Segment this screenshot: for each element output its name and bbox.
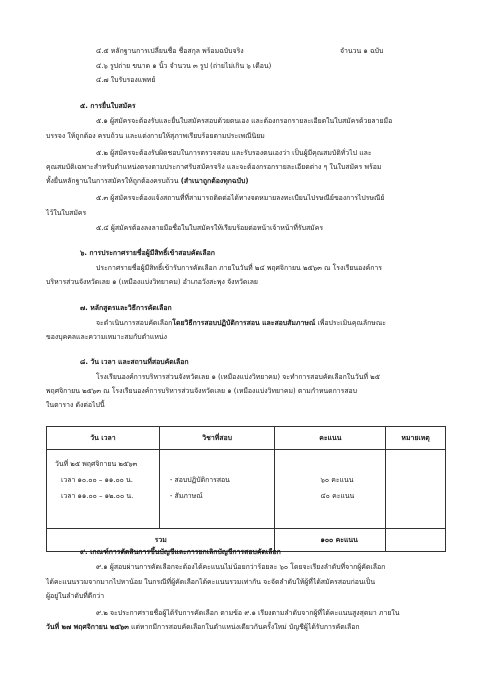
s7-method: โดยวิธีการสอบปฏิบัติการสอน และสอบสัมภาษณ์ bbox=[172, 319, 316, 327]
s5-p1-line2: บรรจง ให้ถูกต้อง ครบถ้วน และแต่งกายให้สุภาพเรียบร้อยตามประเพณีนิยม bbox=[46, 132, 265, 140]
header-note: หมายเหตุ bbox=[386, 427, 446, 450]
time-slot-1: เวลา ๑๐.๐๐ – ๑๑.๐๐ น. bbox=[61, 476, 133, 484]
s9-p2-line2-rest: แต่หากมีการสอบคัดเลือกในตำแหน่งเดียวกันครั้งใหม่ บัญชีผู้ได้รับการคัดเลือก bbox=[128, 623, 360, 631]
s9-p2-line2 bbox=[46, 622, 360, 632]
s9-p1-line3: ผู้อยู่ในลำดับที่ดีกว่า bbox=[46, 592, 105, 600]
s5-p3-line2: ไว้ในใบสมัคร bbox=[46, 209, 87, 217]
s5-p4: ๕.๔ ผู้สมัครต้องลงลายมือชื่อในใบสมัครให้เรียบร้อยต่อหน้าเจ้าหน้าที่รับสมัคร bbox=[96, 224, 324, 232]
s5-p1-line1: ๕.๑ ผู้สมัครจะต้องรับและยื่นใบสมัครสอบด้วยตนเอง และต้องกรอกรายละเอียดในใบสมัครด้วยลายมือ bbox=[96, 117, 393, 125]
subject-cell bbox=[159, 450, 275, 529]
section-9-heading: ๙. เกณฑ์การตัดสินการขึ้นบัญชีและการยกเลิกบัญชีการสอบคัดเลือก bbox=[80, 548, 281, 556]
item-4-5: ๔.๕ หลักฐานการเปลี่ยนชื่อ ชื่อสกุล พร้อมฉบับจริง bbox=[96, 47, 244, 55]
s9-p1-line2: ได้คะแนนรวมจากมากไปหาน้อย ในกรณีที่ผู้คัดเลือกได้คะแนนรวมเท่ากัน จะจัดลำดับให้ผู้ที่ได้สมัครสอบก่อนเป็น bbox=[46, 578, 376, 586]
exam-date: วันที่ ๒๕ พฤศจิกายน ๒๕๖๓ bbox=[55, 460, 138, 468]
score-teaching: ๖๐ คะแนน bbox=[320, 476, 354, 484]
time-slot-2: เวลา ๑๑.๐๐ – ๑๒.๐๐ น. bbox=[61, 492, 134, 500]
s7-line2: ของบุคคลและความเหมาะสมกับตำแหน่ง bbox=[46, 333, 167, 341]
header-score: คะแนน bbox=[275, 427, 386, 450]
s5-p2-line1: ๕.๒ ผู้สมัครจะต้องรับผิดชอบในการตรวจสอบ และรับรองตนเองว่า เป็นผู้มีคุณสมบัติทั่วไป และ bbox=[96, 149, 372, 157]
section-8-heading: ๘. วัน เวลา และสถานที่สอบคัดเลือก bbox=[80, 358, 189, 366]
s7-line1 bbox=[96, 318, 386, 328]
s7-line1-a: จะดำเนินการสอบคัดเลือก bbox=[96, 319, 173, 327]
s8-line3: ในตาราง ดังต่อไปนี้ bbox=[46, 401, 105, 409]
date-time-cell bbox=[47, 450, 160, 529]
section-5-heading: ๕. การยื่นใบสมัคร bbox=[80, 102, 136, 110]
subject-interview: - สัมภาษณ์ bbox=[169, 492, 203, 500]
s9-p2-line1: ๙.๒ จะประกาศรายชื่อผู้ได้รับการคัดเลือก ตามข้อ ๙.๑ เรียงตามลำดับจากผู้ที่ได้คะแนนสูงสุดมา ภายใน bbox=[96, 609, 400, 617]
announce-date: วันที่ ๒๗ พฤศจิกายน ๒๕๖๓ bbox=[46, 623, 129, 631]
note-cell bbox=[386, 450, 446, 529]
score-interview: ๔๐ คะแนน bbox=[320, 492, 355, 500]
header-date-time: วัน เวลา bbox=[47, 427, 160, 450]
s5-p2-line3-text: ทั้งยื่นหลักฐานในการสมัครให้ถูกต้องครบถ้วน bbox=[46, 177, 181, 185]
total-score: ๑๐๐ คะแนน bbox=[275, 529, 386, 552]
s5-p3-line1: ๕.๓ ผู้สมัครจะต้องแจ้งสถานที่ที่สามารถติดต่อได้ทางจดหมายลงทะเบียนไปรษณีย์ของการไปรษณีย์ bbox=[96, 194, 385, 202]
section-7-heading: ๗. หลักสูตรและวิธีการคัดเลือก bbox=[80, 304, 172, 312]
s5-p2-line3 bbox=[46, 176, 249, 186]
item-4-5-qty: จำนวน ๑ ฉบับ bbox=[340, 47, 384, 55]
total-note bbox=[386, 529, 446, 552]
total-label: รวม bbox=[47, 529, 275, 552]
exam-schedule-table bbox=[46, 426, 446, 552]
s7-line1-c: เพื่อประเมินคุณลักษณะ bbox=[315, 319, 386, 327]
s6-line1: ประกาศรายชื่อผู้มีสิทธิ์เข้ารับการคัดเลือก ภายในวันที่ ๒๔ พฤศจิกายน ๒๕๖๓ ณ โรงเรียนองค์การ bbox=[96, 264, 382, 272]
s5-p2-emphasis: (สำเนาถูกต้องทุกฉบับ) bbox=[180, 177, 249, 185]
table-header-row bbox=[47, 427, 446, 450]
table-row bbox=[47, 450, 446, 529]
s8-line2: พฤศจิกายน ๒๕๖๓ ณ โรงเรียนองค์การบริหารส่วนจังหวัดเลย ๑ (เหมืองแบ่งวิทยาคม) ตามกำหนดการสอบ bbox=[46, 387, 358, 395]
item-4-6: ๔.๖ รูปถ่าย ขนาด ๑ นิ้ว จำนวน ๓ รูป (ถ่ายไม่เกิน ๖ เดือน) bbox=[96, 62, 272, 70]
section-6-heading: ๖. การประกาศรายชื่อผู้มีสิทธิ์เข้าสอบคัดเลือก bbox=[80, 249, 215, 257]
s6-line2: บริหารส่วนจังหวัดเลย ๑ (เหมืองแบ่งวิทยาคม) อำเภอวังสะพุง จังหวัดเลย bbox=[46, 278, 258, 286]
s5-p2-line2: คุณสมบัติเฉพาะสำหรับตำแหน่งตรงตามประกาศรับสมัครจริง และจะต้องกรอกรายละเอียดต่าง ๆ ในใบสมัคร พร้อม bbox=[46, 163, 382, 171]
s8-line1: โรงเรียนองค์การบริหารส่วนจังหวัดเลย ๑ (เหมืองแบ่งวิทยาคม) จะทำการสอบคัดเลือกในวันที่ ๒๕ bbox=[96, 373, 380, 381]
s9-p1-line1: ๙.๑ ผู้สอบผ่านการคัดเลือกจะต้องได้คะแนนไม่น้อยกว่าร้อยละ ๖๐ โดยจะเรียงลำดับที่จากผู้คัดเลือก bbox=[96, 563, 386, 571]
subject-teaching: - สอบปฏิบัติการสอน bbox=[169, 476, 230, 484]
item-4-7: ๔.๗ ใบรับรองแพทย์ bbox=[96, 76, 156, 84]
header-subject: วิชาที่สอบ bbox=[159, 427, 275, 450]
score-cell bbox=[275, 450, 386, 529]
